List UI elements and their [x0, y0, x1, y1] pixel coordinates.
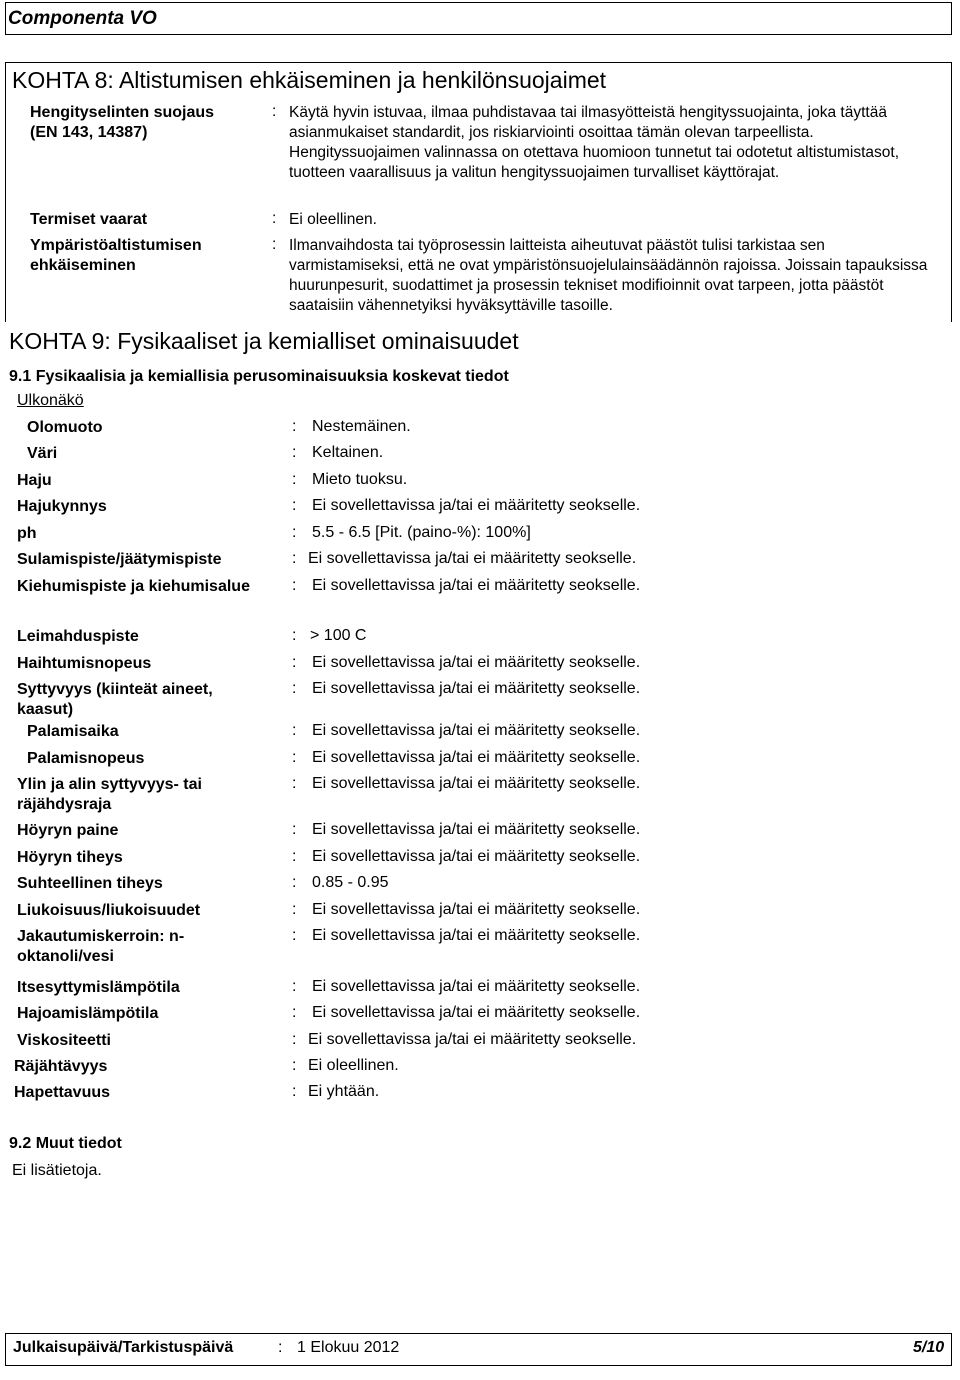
- property-label: Palamisaika: [27, 723, 119, 740]
- colon: :: [292, 1057, 297, 1074]
- colon: :: [292, 627, 297, 644]
- colon: :: [292, 978, 297, 995]
- colon: :: [292, 471, 297, 488]
- section-9-title: KOHTA 9: Fysikaaliset ja kemialliset ominaisuudet: [9, 328, 519, 354]
- property-label: Kiehumispiste ja kiehumisalue: [17, 578, 250, 595]
- respiratory-protection-label: Hengityselinten suojaus (EN 143, 14387): [30, 104, 215, 141]
- appearance-heading: Ulkonäkö: [17, 392, 84, 409]
- property-label: Leimahduspiste: [17, 628, 139, 645]
- property-value: Ei sovellettavissa ja/tai ei määritetty seokselle.: [312, 821, 641, 838]
- colon: :: [292, 418, 297, 435]
- section-8-title: KOHTA 8: Altistumisen ehkäiseminen ja henkilönsuojaimet: [12, 67, 607, 93]
- property-value: Ei sovellettavissa ja/tai ei määritetty seokselle.: [312, 749, 641, 766]
- colon: :: [292, 497, 297, 514]
- environmental-exposure-value: Ilmanvaihdosta tai työprosessin laitteista aiheutuvat päästöt tulisi tarkistaa sen varmistamiseksi, että ne ovat ympäristönsuojelulainsäädännön rajoissa. Joissain tapauksissa huurunpesurit, suodattimet ja prosessin tekniset modifioinnit ovat tarpeen, jotta päästöt saataisiin vähennetyiksi hyväksyttäville tasoille.: [289, 237, 928, 314]
- property-value: Ei sovellettavissa ja/tai ei määritetty seokselle.: [308, 550, 637, 567]
- property-value: Ei sovellettavissa ja/tai ei määritetty seokselle.: [312, 680, 641, 697]
- property-value: 5.5 - 6.5 [Pit. (paino-%): 100%]: [312, 524, 531, 541]
- colon: :: [292, 1083, 297, 1100]
- colon: :: [292, 901, 297, 918]
- environmental-exposure-label: Ympäristöaltistumisen ehkäiseminen: [30, 237, 202, 274]
- respiratory-protection-value: Käytä hyvin istuvaa, ilmaa puhdistavaa tai ilmasyötteistä hengityssuojainta, joka täyttää asianmukaiset standardit, jos riskiarviointi osoittaa tämän olevan tarpeellista. Hengityssuojaimen valinnassa on otettava huomioon tunnetut tai odotetut altistumistasot, tuotteen vaarallisuus ja valitun hengityssuojaimen turvalliset käyttörajat.: [289, 104, 900, 181]
- property-label: Sulamispiste/jäätymispiste: [17, 551, 222, 568]
- company-name: Componenta VO: [8, 8, 157, 29]
- property-value: Ei sovellettavissa ja/tai ei määritetty seokselle.: [312, 978, 641, 995]
- property-value: Ei sovellettavissa ja/tai ei määritetty seokselle.: [312, 775, 641, 792]
- colon: :: [272, 103, 277, 120]
- colon: :: [292, 524, 297, 541]
- property-label: Jakautumiskerroin: n-oktanoli/vesi: [17, 928, 185, 965]
- property-value: 0.85 - 0.95: [312, 874, 389, 891]
- property-value: Ei sovellettavissa ja/tai ei määritetty seokselle.: [312, 497, 641, 514]
- property-value: Ei sovellettavissa ja/tai ei määritetty seokselle.: [312, 1004, 641, 1021]
- thermal-hazards-label: Termiset vaarat: [30, 211, 148, 228]
- property-label: Liukoisuus/liukoisuudet: [17, 902, 201, 919]
- property-value: Keltainen.: [312, 444, 384, 461]
- property-label: Viskositeetti: [17, 1032, 111, 1049]
- colon: :: [292, 848, 297, 865]
- property-label: Höyryn paine: [17, 822, 119, 839]
- property-value: Ei sovellettavissa ja/tai ei määritetty seokselle.: [312, 722, 641, 739]
- property-value: Ei sovellettavissa ja/tai ei määritetty seokselle.: [312, 927, 641, 944]
- property-value: > 100 C: [310, 627, 367, 644]
- subsection-9-2-heading: 9.2 Muut tiedot: [9, 1135, 122, 1152]
- colon: :: [278, 1339, 283, 1356]
- property-label: Haihtumisnopeus: [17, 655, 152, 672]
- colon: :: [272, 236, 277, 253]
- colon: :: [292, 775, 297, 792]
- property-value: Nestemäinen.: [312, 418, 411, 435]
- property-value: Ei sovellettavissa ja/tai ei määritetty seokselle.: [312, 654, 641, 671]
- colon: :: [292, 1031, 297, 1048]
- property-value: Ei sovellettavissa ja/tai ei määritetty seokselle.: [308, 1031, 637, 1048]
- property-label: Itsesyttymislämpötila: [17, 979, 180, 996]
- property-label: Olomuoto: [27, 419, 103, 436]
- property-label: Haju: [17, 472, 52, 489]
- colon: :: [292, 927, 297, 944]
- property-value: Mieto tuoksu.: [312, 471, 408, 488]
- property-value: Ei yhtään.: [308, 1083, 380, 1100]
- colon: :: [292, 722, 297, 739]
- property-label: Räjähtävyys: [14, 1058, 108, 1075]
- property-value: Ei oleellinen.: [308, 1057, 399, 1074]
- property-value: Ei sovellettavissa ja/tai ei määritetty seokselle.: [312, 848, 641, 865]
- colon: :: [292, 654, 297, 671]
- property-label: Väri: [27, 445, 58, 462]
- revision-date-value: 1 Elokuu 2012: [297, 1339, 400, 1356]
- property-label: Hajoamislämpötila: [17, 1005, 159, 1022]
- colon: :: [292, 680, 297, 697]
- colon: :: [292, 1004, 297, 1021]
- revision-date-label: Julkaisupäivä/Tarkistuspäivä: [13, 1339, 234, 1356]
- subsection-9-1-heading: 9.1 Fysikaalisia ja kemiallisia perusominaisuuksia koskevat tiedot: [9, 368, 509, 385]
- property-label: Hajukynnys: [17, 498, 107, 515]
- property-label: Suhteellinen tiheys: [17, 875, 163, 892]
- colon: :: [292, 550, 297, 567]
- other-info-text: Ei lisätietoja.: [12, 1162, 102, 1179]
- colon: :: [292, 444, 297, 461]
- colon: :: [292, 821, 297, 838]
- thermal-hazards-value: Ei oleellinen.: [289, 211, 377, 228]
- property-label: Höyryn tiheys: [17, 849, 123, 866]
- property-label: Hapettavuus: [14, 1084, 111, 1101]
- colon: :: [292, 749, 297, 766]
- colon: :: [292, 874, 297, 891]
- property-label: ph: [17, 525, 37, 542]
- property-label: Palamisnopeus: [27, 750, 145, 767]
- property-label: Syttyvyys (kiinteät aineet, kaasut): [17, 681, 213, 718]
- property-value: Ei sovellettavissa ja/tai ei määritetty seokselle.: [312, 901, 641, 918]
- colon: :: [292, 577, 297, 594]
- property-value: Ei sovellettavissa ja/tai ei määritetty seokselle.: [312, 577, 641, 594]
- colon: :: [272, 210, 277, 227]
- page-number: 5/10: [913, 1339, 945, 1356]
- property-label: Ylin ja alin syttyvyys- tai räjähdysraja: [17, 776, 202, 813]
